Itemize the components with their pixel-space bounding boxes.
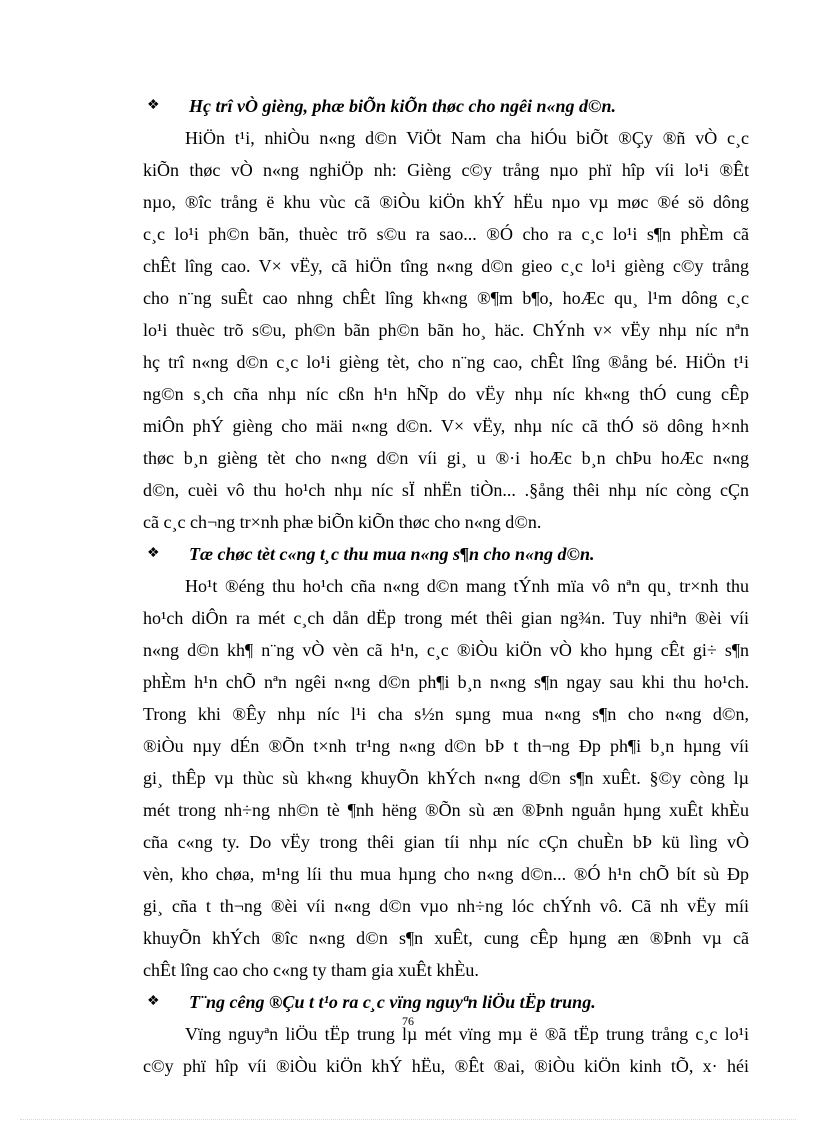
section-heading-text: Tæ chøc tèt c«ng t¸c thu mua n«ng s¶n cho n«ng d©n. [189, 544, 595, 564]
paragraph-line: Vïng nguyªn liÖu tËp trung lµ mét vïng mµ ë ®ã tËp trung trång c¸c lo¹i [185, 1024, 749, 1044]
paragraph-line: ®iÒu nµy dÉn ®Õn t×nh tr¹ng n«ng d©n bÞ t th¬ng Ðp ph¶i b¸n hµng víi [143, 736, 749, 756]
paragraph-line: n«ng d©n kh¶ n¨ng vÒ vèn cã h¹n, c¸c ®iÒu kiÖn vÒ kho hµng cÊt gi÷ s¶n [143, 640, 749, 660]
diamond-bullet-icon: ❖ [147, 994, 160, 1009]
paragraph-line: thøc b¸n gièng tèt cho n«ng d©n víi gi¸ u ®·i hoÆc b¸n chÞu hoÆc n«ng [143, 448, 749, 468]
paragraph-line: vèn, kho chøa, m¹ng líi thu mua hµng cho n«ng d©n... ®Ó h¹n chÕ bít sù Ðp [143, 864, 749, 884]
paragraph-line: lo¹i thuèc trõ s©u, ph©n bãn ph©n bãn ho¸ häc. ChÝnh v× vËy nhµ níc nªn [143, 320, 749, 340]
section-heading [143, 90, 749, 122]
diamond-bullet-icon: ❖ [147, 98, 160, 113]
paragraph-line: phÈm h¹n chÕ nªn ngêi n«ng d©n ph¶i b¸n n«ng s¶n ngay sau khi thu ho¹ch. [143, 672, 749, 692]
paragraph-line: c©y phï hîp víi ®iÒu kiÖn khÝ hËu, ®Êt ®ai, ®iÒu kiÖn kinh tÕ, x· héi [143, 1056, 749, 1076]
section-paragraph [143, 570, 749, 986]
paragraph-line: chÊt lîng cao. V× vËy, cã hiÖn tîng n«ng d©n gieo c¸c lo¹i gièng c©y trång [143, 256, 749, 276]
section-heading [143, 538, 749, 570]
paragraph-line: d©n, cuèi vô thu ho¹ch nhµ níc sÏ nhËn tiÒn... .§ång thêi nhµ níc còng cÇn [143, 480, 749, 500]
paragraph-line: nµo, ®îc trång ë khu vùc cã ®iÒu kiÖn khÝ hËu nµo vµ møc ®é sö dông [143, 192, 749, 212]
paragraph-line: chÊt lîng cao cho c«ng ty tham gia xuÊt khÈu. [143, 960, 479, 980]
diamond-bullet-icon: ❖ [147, 546, 160, 561]
paragraph-line: khuyÕn khÝch ®îc n«ng d©n s¶n xuÊt, cung cÊp hµng æn ®Þnh vµ cã [143, 928, 749, 948]
page-bottom-rule [20, 1119, 796, 1120]
section-heading-text: Hç trî vÒ gièng, phæ biÕn kiÕn thøc cho ngêi n«ng d©n. [189, 96, 616, 116]
paragraph-line: miÔn phÝ gièng cho mäi n«ng d©n. V× vËy, nhµ níc cã thÓ sö dông h×nh [143, 416, 749, 436]
paragraph-line: cã c¸c ch¬ng tr×nh phæ biÕn kiÕn thøc cho n«ng d©n. [143, 512, 542, 532]
paragraph-line: kiÕn thøc vÒ n«ng nghiÖp nh: Gièng c©y trång nµo phï hîp víi lo¹i ®Êt [143, 160, 749, 180]
paragraph-line: ng©n s¸ch cña nhµ níc cßn h¹n hÑp do vËy nhµ níc kh«ng thÓ cung cÊp [143, 384, 749, 404]
paragraph-line: hç trî n«ng d©n c¸c lo¹i gièng tèt, cho n¨ng cao, chÊt lîng ®ång bé. HiÖn t¹i [143, 352, 749, 372]
paragraph-line: c¸c lo¹i ph©n bãn, thuèc trõ s©u ra sao... ®Ó cho ra c¸c lo¹i s¶n phÈm cã [143, 224, 749, 244]
paragraph-line: ho¹ch diÔn ra mét c¸ch dån dËp trong mét thêi gian ng¾n. Tuy nhiªn ®èi víi [143, 608, 749, 628]
paragraph-line: Trong khi ®Êy nhµ níc l¹i cha s½n sµng mua n«ng s¶n cho n«ng d©n, [143, 704, 749, 724]
section-heading-text: T¨ng cêng ®Çu t t¹o ra c¸c vïng nguyªn liÖu tËp trung. [189, 992, 596, 1012]
section-paragraph [143, 122, 749, 538]
paragraph-line: cña c«ng ty. Do vËy trong thêi gian tíi nhµ níc cÇn chuÈn bÞ kü lìng vÒ [143, 832, 749, 852]
page-number: 76 [402, 1014, 414, 1028]
paragraph-line: cho n¨ng suÊt cao nhng chÊt lîng kh«ng ®¶m b¶o, hoÆc qu¸ l¹m dông c¸c [143, 288, 749, 308]
paragraph-line: mét trong nh÷ng nh©n tè ¶nh hëng ®Õn sù æn ®Þnh nguån hµng xuÊt khÈu [143, 800, 749, 820]
paragraph-line: Ho¹t ®éng thu ho¹ch cña n«ng d©n mang tÝnh mïa vô nªn qu¸ tr×nh thu [185, 576, 749, 596]
paragraph-line: HiÖn t¹i, nhiÒu n«ng d©n ViÖt Nam cha hiÓu biÕt ®Çy ®ñ vÒ c¸c [185, 128, 749, 148]
paragraph-line: gi¸ thÊp vµ thùc sù kh«ng khuyÕn khÝch n«ng d©n s¶n xuÊt. §©y còng lµ [143, 768, 749, 788]
document-body [143, 90, 749, 1082]
paragraph-line: gi¸ cña t th¬ng ®èi víi n«ng d©n vµo nh÷ng lóc chÝnh vô. Cã nh vËy míi [143, 896, 749, 916]
